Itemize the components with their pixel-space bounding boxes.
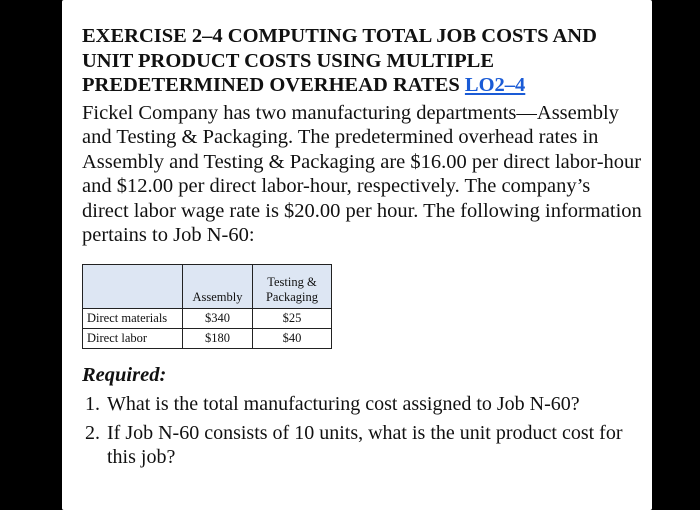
- item-text: If Job N-60 consists of 10 units, what is the unit product cost for this job?: [107, 421, 623, 468]
- cell-value: $40: [253, 329, 332, 349]
- item-number: 2.: [85, 421, 100, 444]
- learning-objective-link[interactable]: LO2–4: [464, 74, 526, 96]
- table-header-empty: [83, 265, 183, 309]
- table-header-testing-packaging: Testing & Packaging: [253, 265, 332, 309]
- list-item: [82, 421, 642, 470]
- cell-value: $25: [253, 309, 332, 329]
- table-header-row: [83, 265, 332, 309]
- cell-value: $180: [183, 329, 253, 349]
- item-number: 1.: [85, 393, 100, 415]
- table-row: [83, 309, 332, 329]
- table-header-assembly: Assembly: [183, 265, 253, 309]
- cell-value: $340: [183, 309, 253, 329]
- row-label: Direct materials: [83, 309, 183, 329]
- row-label: Direct labor: [83, 329, 183, 349]
- intro-paragraph: Fickel Company has two manufacturing departments—Assembly and Testing & Packaging. The predetermined overhead rates in Assembly and Testing & Packaging are $16.00 per direct labor-hour and $12.00 per direct labor-hour, respectively. The company’s direct labor wage rate is $20.00 per hour. The following information pertains to Job N-60:: [82, 102, 642, 247]
- document-page: [62, 0, 652, 510]
- exercise-heading: [82, 24, 642, 98]
- job-cost-table: [82, 264, 332, 349]
- table-row: [83, 329, 332, 349]
- item-text: What is the total manufacturing cost assigned to Job N-60?: [107, 393, 580, 415]
- list-item: [82, 392, 642, 417]
- required-list: [82, 392, 642, 474]
- required-heading: Required:: [82, 364, 167, 386]
- exercise-title: EXERCISE 2–4 COMPUTING TOTAL JOB COSTS AND UNIT PRODUCT COSTS USING MULTIPLE PREDETERMINED OVERHEAD RATES: [82, 25, 597, 96]
